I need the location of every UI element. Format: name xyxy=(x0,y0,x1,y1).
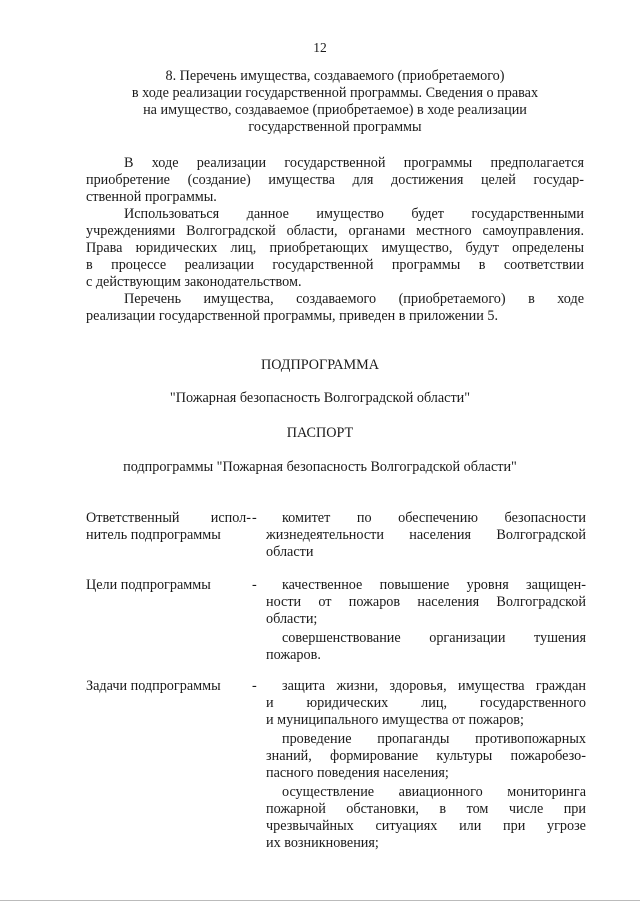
row-value xyxy=(266,510,586,561)
value-line: их возникновения; xyxy=(266,835,379,851)
label-line: Задачи подпрограммы xyxy=(86,678,221,694)
row-dash: - xyxy=(252,678,257,694)
passport-heading: ПАСПОРТ xyxy=(286,425,354,441)
value-line: ности от пожаров населения Волгоградской xyxy=(266,594,586,610)
row-dash: - xyxy=(252,510,257,526)
label-line: Ответственный испол- xyxy=(86,510,251,526)
value-line: пожарной обстановки, в том числе при xyxy=(266,801,586,817)
value-line: области; xyxy=(266,611,318,627)
paragraph xyxy=(86,206,584,291)
text-line: реализации государственной программы, приведен в приложении 5. xyxy=(86,308,498,324)
row-value xyxy=(266,577,586,664)
value-line: области xyxy=(266,544,314,560)
value-line: и муниципального имущества от пожаров; xyxy=(266,712,524,728)
bottom-rule xyxy=(0,900,640,901)
page-number: 12 xyxy=(313,40,327,55)
row-label xyxy=(86,577,251,594)
label-line: Цели подпрограммы xyxy=(86,577,211,593)
value-line: комитет по обеспечению безопасности xyxy=(282,510,586,526)
text-line: ственной программы. xyxy=(86,189,217,205)
text-line: приобретение (создание) имущества для достижения целей государ- xyxy=(86,172,584,188)
row-label xyxy=(86,510,251,544)
text-line: Права юридических лиц, приобретающих имущество, будут определены xyxy=(86,240,584,256)
value-line: совершенствование организации тушения xyxy=(282,630,586,646)
label-line: нитель подпрограммы xyxy=(86,527,221,543)
text-line: Перечень имущества, создаваемого (приобретаемого) в ходе xyxy=(124,291,584,307)
row-dash: - xyxy=(252,577,257,593)
section-heading-line: в ходе реализации государственной программы. Сведения о правах xyxy=(131,85,539,101)
section-heading-line: государственной программы xyxy=(248,119,422,135)
text-line: в процессе реализации государственной программы в соответствии xyxy=(86,257,584,273)
value-line: осуществление авиационного мониторинга xyxy=(282,784,586,800)
body-text xyxy=(86,155,584,325)
subprogram-heading: ПОДПРОГРАММА xyxy=(260,357,379,373)
text-line: с действующим законодательством. xyxy=(86,274,302,290)
paragraph xyxy=(86,291,584,325)
text-line: Использоваться данное имущество будет государственными xyxy=(124,206,584,222)
value-line: и юридических лиц, государственного xyxy=(266,695,586,711)
value-line: проведение пропаганды противопожарных xyxy=(282,731,586,747)
value-line: пожаров. xyxy=(266,647,321,663)
paragraph xyxy=(86,155,584,206)
value-line: знаний, формирование культуры пожаробезо- xyxy=(266,748,586,764)
value-line: жизнедеятельности населения Волгоградской xyxy=(266,527,586,543)
text-line: В ходе реализации государственной программы предполагается xyxy=(124,155,584,171)
value-line: чрезвычайных ситуациях или при угрозе xyxy=(266,818,586,834)
row-label xyxy=(86,678,251,695)
row-value xyxy=(266,678,586,852)
section-heading-line: 8. Перечень имущества, создаваемого (приобретаемого) xyxy=(165,68,505,84)
text-line: учреждениями Волгоградской области, органами местного самоуправления. xyxy=(86,223,584,239)
value-line: качественное повышение уровня защищен- xyxy=(282,577,586,593)
value-line: пасного поведения населения; xyxy=(266,765,449,781)
passport-subtitle: подпрограммы "Пожарная безопасность Волгоградской области" xyxy=(123,459,517,475)
value-line: защита жизни, здоровья, имущества граждан xyxy=(282,678,586,694)
section-heading xyxy=(90,68,580,136)
section-heading-line: на имущество, создаваемое (приобретаемое) в ходе реализации xyxy=(143,102,527,118)
subprogram-name: "Пожарная безопасность Волгоградской области" xyxy=(169,390,471,406)
